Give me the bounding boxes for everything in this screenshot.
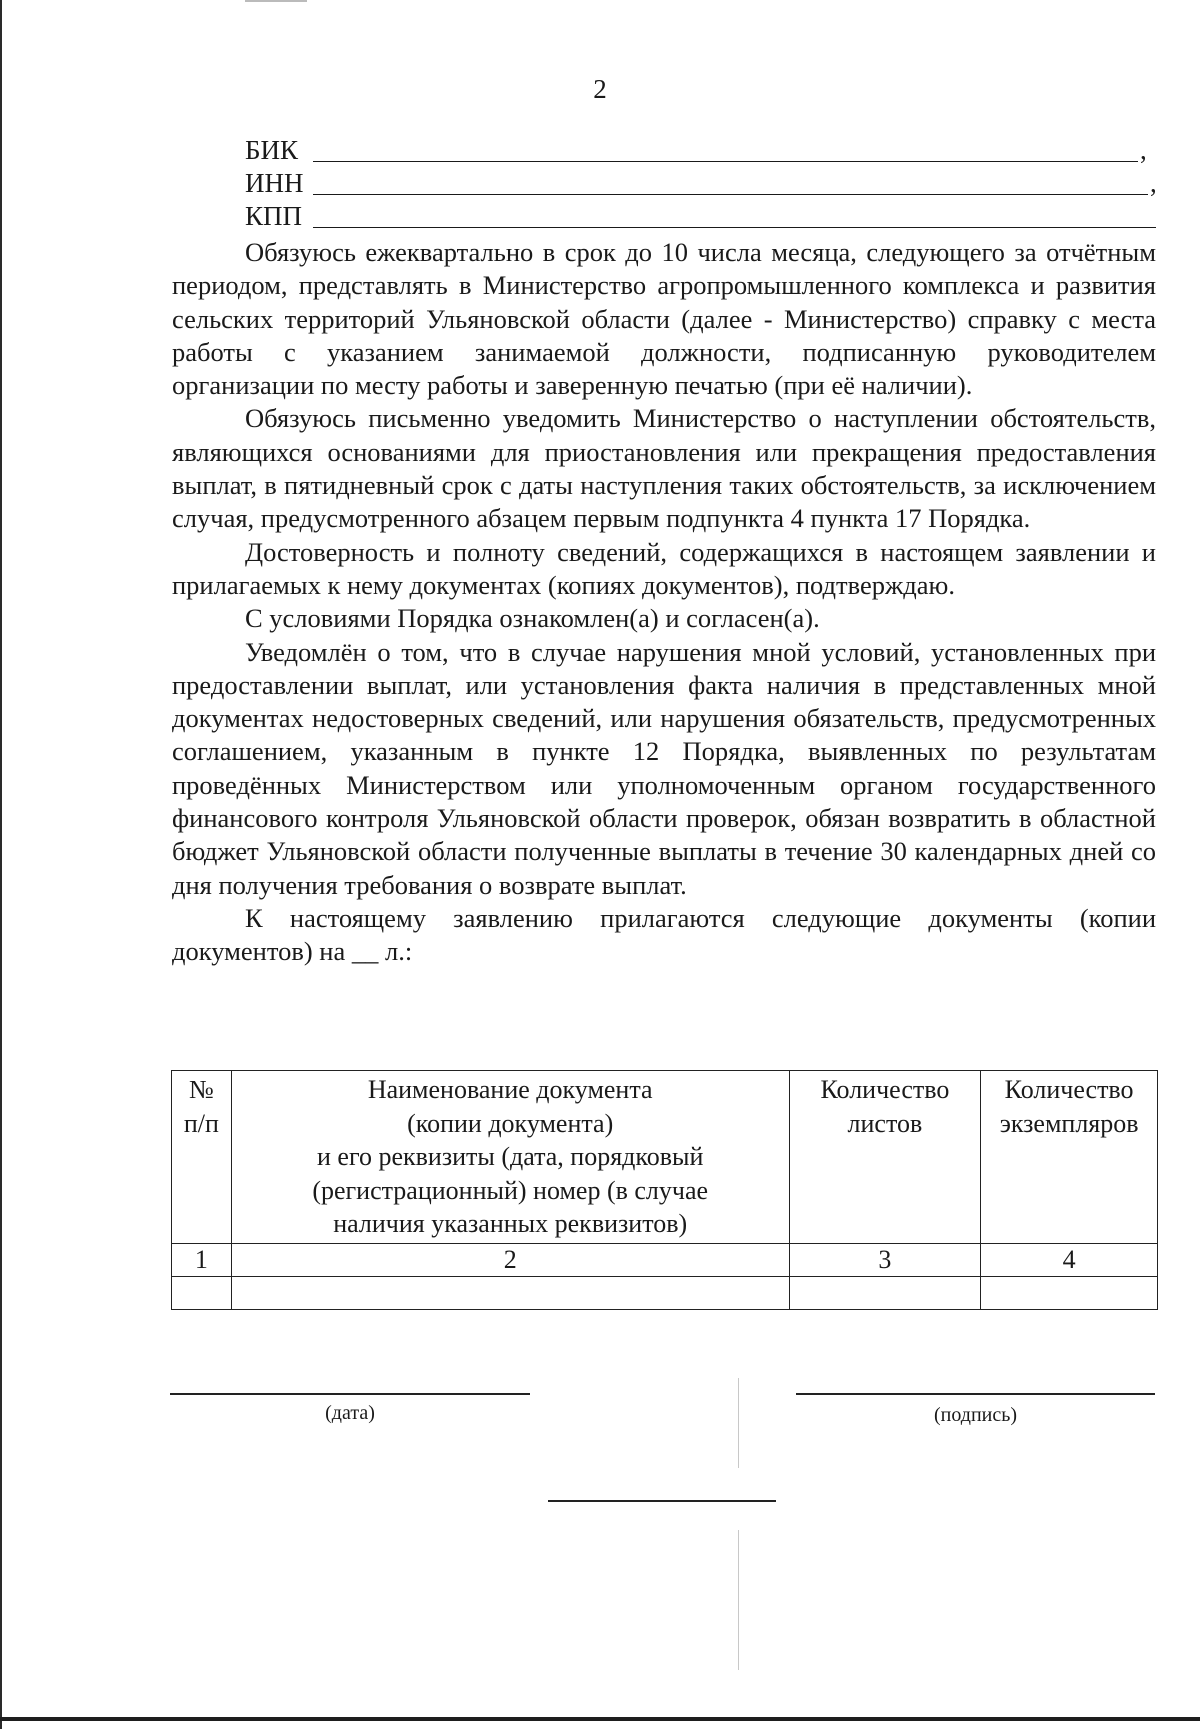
header-sheet-count-line: листов xyxy=(847,1108,923,1138)
table-column-numbers-row xyxy=(172,1243,1158,1276)
paragraph-conditions-agreed: С условиями Порядка ознакомлен(а) и согласен(а). xyxy=(245,603,820,634)
header-copy-count xyxy=(981,1071,1158,1244)
field-inn xyxy=(245,167,1157,199)
paragraph-notify-ministry: Обязуюсь письменно уведомить Министерство о наступлении обстоятельств, являющихся основаниями для приостановления или прекращения предоставления выплат, в пятидневный срок с даты наступления таких обстоятельств, за исключением случая, предусмотренного абзацем первым подпункта 4 пункта 17 Порядка. xyxy=(172,403,1156,534)
documents-table xyxy=(171,1070,1158,1310)
header-copy-count-line: Количество xyxy=(1004,1075,1134,1104)
column-number: 4 xyxy=(981,1243,1158,1276)
paragraph-attachments: К настоящему заявлению прилагаются следующие документы (копии документов) на __ л.: xyxy=(172,902,1156,967)
signature-line[interactable] xyxy=(796,1393,1155,1395)
date-caption: (дата) xyxy=(325,1402,375,1424)
field-bik xyxy=(245,134,1147,166)
table-row xyxy=(172,1276,1158,1309)
header-document-name-line: (копии документа) xyxy=(407,1108,614,1138)
paragraph-refund-obligation: Уведомлён о том, что в случае нарушения мной условий, установленных при предоставлении выплат, или установления факта наличия в представленных мной документах недостоверных сведений, или нарушения обязательств, предусмотренных соглашением, указанным в пункте 12 Порядка, выявленных по результатам проведённых Министерством или уполномоченным органом государственного финансового контроля Ульяновской области проверок, обязан возвратить в областной бюджет Ульяновской области полученные выплаты в течение 30 календарных дней со дня получения требования о возврате выплат. xyxy=(172,636,1156,900)
header-number-line: п/п xyxy=(183,1108,219,1138)
page-number: 2 xyxy=(593,74,607,104)
field-bik-line[interactable] xyxy=(313,137,1138,162)
field-inn-label: ИНН xyxy=(245,168,304,198)
field-kpp-line[interactable] xyxy=(313,203,1156,228)
date-line[interactable] xyxy=(170,1393,530,1395)
document-body xyxy=(172,236,1156,969)
header-sheet-count-line: Количество xyxy=(820,1075,950,1104)
header-copy-count-line: экземпляров xyxy=(999,1108,1139,1138)
header-document-name-line: и его реквизиты (дата, порядковый xyxy=(316,1142,704,1171)
column-number: 1 xyxy=(172,1243,232,1276)
field-inn-comma: , xyxy=(1150,168,1157,198)
header-document-name-line: Наименование документа xyxy=(367,1075,653,1104)
scan-left-edge xyxy=(0,0,2,1729)
paragraph-accuracy: Достоверность и полноту сведений, содержащихся в настоящем заявлении и прилагаемых к нему документах (копиях документов), подтверждаю. xyxy=(172,536,1156,600)
field-kpp-label: КПП xyxy=(245,201,303,231)
field-kpp xyxy=(245,200,1158,232)
field-inn-line[interactable] xyxy=(313,170,1148,195)
table-cell[interactable] xyxy=(172,1276,232,1309)
field-bik-label: БИК xyxy=(245,135,299,165)
header-document-name-line: наличия указанных реквизитов) xyxy=(333,1209,688,1238)
signature-caption: (подпись) xyxy=(933,1404,1018,1426)
table-cell[interactable] xyxy=(231,1276,789,1309)
header-document-name xyxy=(231,1071,789,1244)
column-number: 3 xyxy=(789,1243,981,1276)
paragraph-quarterly-report: Обязуюсь ежеквартально в срок до 10 числа месяца, следующего за отчётным периодом, представлять в Министерство агропромышленного комплекса и развития сельских территорий Ульяновской области (далее - Министерство) справку с места работы с указанием занимаемой должности, подписанную руководителем организации по месту работы и заверенную печатью (при её наличии). xyxy=(172,237,1156,401)
table-cell[interactable] xyxy=(789,1276,981,1309)
header-number-line: № xyxy=(188,1075,214,1104)
header-number xyxy=(172,1071,232,1244)
end-of-document-line xyxy=(548,1500,776,1502)
header-document-name-line: (регистрационный) номер (в случае xyxy=(312,1175,709,1205)
header-sheet-count xyxy=(789,1071,981,1244)
scan-bottom-edge xyxy=(0,1717,1200,1721)
column-number: 2 xyxy=(231,1243,789,1276)
scan-artifact xyxy=(738,1530,739,1670)
table-header-row xyxy=(172,1071,1158,1244)
scan-artifact xyxy=(738,1378,739,1468)
scan-top-mark xyxy=(245,0,307,2)
table-cell[interactable] xyxy=(981,1276,1158,1309)
field-bik-comma: , xyxy=(1140,135,1147,165)
